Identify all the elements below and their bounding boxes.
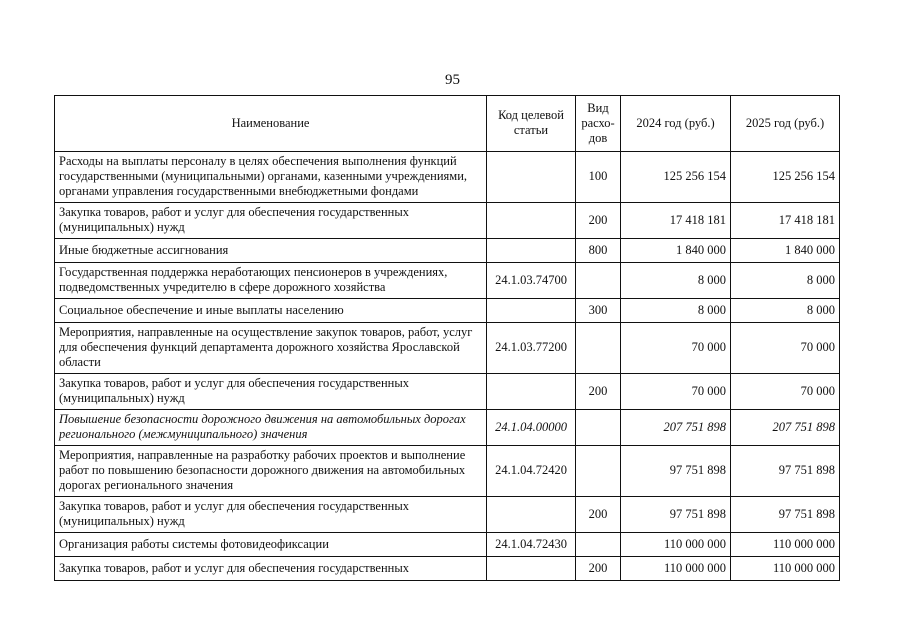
cell-code: 24.1.04.72420 xyxy=(487,446,576,497)
cell-2024: 70 000 xyxy=(621,374,731,410)
header-2024: 2024 год (руб.) xyxy=(621,96,731,152)
cell-kind xyxy=(576,323,621,374)
cell-kind: 200 xyxy=(576,557,621,581)
cell-name: Расходы на выплаты персоналу в целях обеспечения выполнения функций государственными (муниципальными) органами, казенными учреждениями, органами управления государственными внебюджетными фондами xyxy=(55,152,487,203)
table-row xyxy=(55,533,840,557)
cell-kind: 100 xyxy=(576,152,621,203)
cell-code: 24.1.04.00000 xyxy=(487,410,576,446)
cell-name: Государственная поддержка неработающих пенсионеров в учреждениях, подведомственных учредителю в сфере дорожного хозяйства xyxy=(55,263,487,299)
cell-kind: 200 xyxy=(576,497,621,533)
cell-code: 24.1.04.72430 xyxy=(487,533,576,557)
cell-code xyxy=(487,497,576,533)
cell-2024: 97 751 898 xyxy=(621,497,731,533)
cell-2025: 207 751 898 xyxy=(731,410,840,446)
table-row xyxy=(55,263,840,299)
cell-kind: 200 xyxy=(576,203,621,239)
cell-kind xyxy=(576,410,621,446)
table-row xyxy=(55,446,840,497)
cell-code xyxy=(487,152,576,203)
page-number: 95 xyxy=(445,72,460,88)
cell-2024: 1 840 000 xyxy=(621,239,731,263)
cell-name: Закупка товаров, работ и услуг для обеспечения государственных (муниципальных) нужд xyxy=(55,497,487,533)
cell-2025: 70 000 xyxy=(731,374,840,410)
cell-code xyxy=(487,239,576,263)
cell-code xyxy=(487,299,576,323)
cell-2025: 125 256 154 xyxy=(731,152,840,203)
cell-2024: 8 000 xyxy=(621,263,731,299)
table-row xyxy=(55,557,840,581)
cell-2024: 17 418 181 xyxy=(621,203,731,239)
cell-2025: 70 000 xyxy=(731,323,840,374)
cell-2025: 1 840 000 xyxy=(731,239,840,263)
cell-2024: 125 256 154 xyxy=(621,152,731,203)
cell-kind xyxy=(576,263,621,299)
cell-2025: 97 751 898 xyxy=(731,446,840,497)
header-code: Код целевой статьи xyxy=(487,96,576,152)
table-row xyxy=(55,374,840,410)
table-body xyxy=(55,152,840,581)
cell-kind xyxy=(576,533,621,557)
cell-2025: 17 418 181 xyxy=(731,203,840,239)
header-kind: Вид расхо-дов xyxy=(576,96,621,152)
cell-2024: 70 000 xyxy=(621,323,731,374)
cell-code xyxy=(487,203,576,239)
header-name: Наименование xyxy=(55,96,487,152)
budget-table xyxy=(54,95,840,581)
cell-code: 24.1.03.74700 xyxy=(487,263,576,299)
cell-2024: 110 000 000 xyxy=(621,533,731,557)
cell-2025: 110 000 000 xyxy=(731,533,840,557)
cell-code xyxy=(487,557,576,581)
cell-name: Мероприятия, направленные на осуществление закупок товаров, работ, услуг для обеспечения функций департамента дорожного хозяйства Ярославской области xyxy=(55,323,487,374)
cell-name: Мероприятия, направленные на разработку рабочих проектов и выполнение работ по повышению безопасности дорожного движения на автомобильных дорогах регионального значения xyxy=(55,446,487,497)
cell-name: Организация работы системы фотовидеофиксации xyxy=(55,533,487,557)
cell-kind: 200 xyxy=(576,374,621,410)
cell-kind: 800 xyxy=(576,239,621,263)
cell-2024: 110 000 000 xyxy=(621,557,731,581)
table-row xyxy=(55,299,840,323)
table-row xyxy=(55,323,840,374)
cell-name: Социальное обеспечение и иные выплаты населению xyxy=(55,299,487,323)
cell-name: Закупка товаров, работ и услуг для обеспечения государственных xyxy=(55,557,487,581)
header-2025: 2025 год (руб.) xyxy=(731,96,840,152)
cell-code: 24.1.03.77200 xyxy=(487,323,576,374)
table-row xyxy=(55,203,840,239)
cell-2024: 8 000 xyxy=(621,299,731,323)
cell-kind xyxy=(576,446,621,497)
cell-name: Иные бюджетные ассигнования xyxy=(55,239,487,263)
table-row xyxy=(55,239,840,263)
cell-2025: 110 000 000 xyxy=(731,557,840,581)
table-row xyxy=(55,497,840,533)
cell-name: Повышение безопасности дорожного движения на автомобильных дорогах регионального (межмуниципального) значения xyxy=(55,410,487,446)
cell-name: Закупка товаров, работ и услуг для обеспечения государственных (муниципальных) нужд xyxy=(55,203,487,239)
cell-kind: 300 xyxy=(576,299,621,323)
table-row xyxy=(55,152,840,203)
cell-code xyxy=(487,374,576,410)
cell-2024: 97 751 898 xyxy=(621,446,731,497)
cell-2025: 97 751 898 xyxy=(731,497,840,533)
cell-2025: 8 000 xyxy=(731,299,840,323)
cell-2025: 8 000 xyxy=(731,263,840,299)
table-row xyxy=(55,410,840,446)
cell-name: Закупка товаров, работ и услуг для обеспечения государственных (муниципальных) нужд xyxy=(55,374,487,410)
cell-2024: 207 751 898 xyxy=(621,410,731,446)
table-header-row xyxy=(55,96,840,152)
